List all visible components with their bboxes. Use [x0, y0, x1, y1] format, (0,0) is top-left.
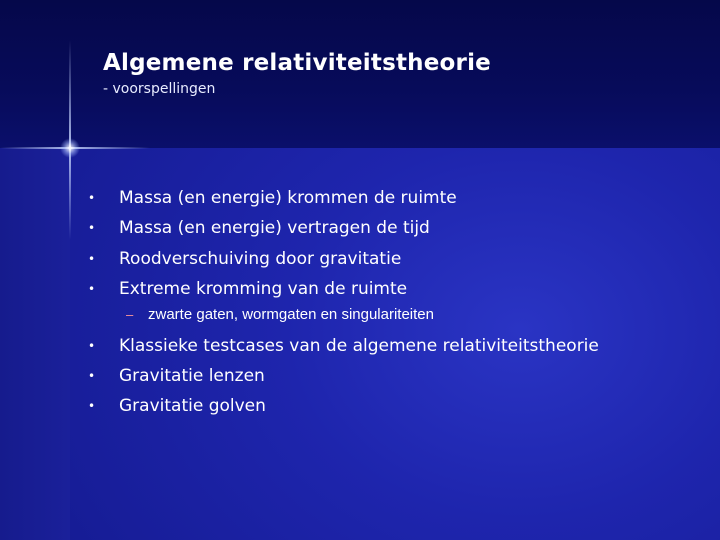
bullet-marker: • — [88, 252, 96, 266]
bullet-text: Massa (en energie) vertragen de tijd — [119, 218, 430, 238]
bullet-text: Massa (en energie) krommen de ruimte — [119, 188, 457, 208]
bullet-item — [88, 279, 407, 299]
bullet-marker: • — [88, 339, 96, 353]
bullet-marker: • — [88, 282, 96, 296]
bullet-item — [88, 188, 457, 208]
slide-subtitle: - voorspellingen — [103, 81, 216, 97]
bullet-item — [88, 366, 265, 386]
bullet-text: Gravitatie lenzen — [119, 366, 265, 386]
bullet-item — [88, 396, 266, 416]
slide-title: Algemene relativiteitstheorie — [103, 50, 491, 76]
bullet-text: Roodverschuiving door gravitatie — [119, 249, 402, 269]
sub-bullet-text: zwarte gaten, wormgaten en singulariteiten — [148, 306, 434, 323]
bullet-marker: • — [88, 191, 96, 205]
sub-bullet-item — [126, 306, 434, 323]
sub-bullet-marker: – — [126, 307, 134, 322]
bullet-item — [88, 249, 401, 269]
bullet-item — [88, 336, 599, 356]
bullet-text: Klassieke testcases van de algemene relativiteitstheorie — [119, 336, 599, 356]
bullet-item — [88, 218, 430, 238]
bullet-marker: • — [88, 221, 96, 235]
bullet-marker: • — [88, 399, 96, 413]
bullet-text: Extreme kromming van de ruimte — [119, 279, 408, 299]
bullet-marker: • — [88, 369, 96, 383]
bullet-text: Gravitatie golven — [119, 396, 266, 416]
